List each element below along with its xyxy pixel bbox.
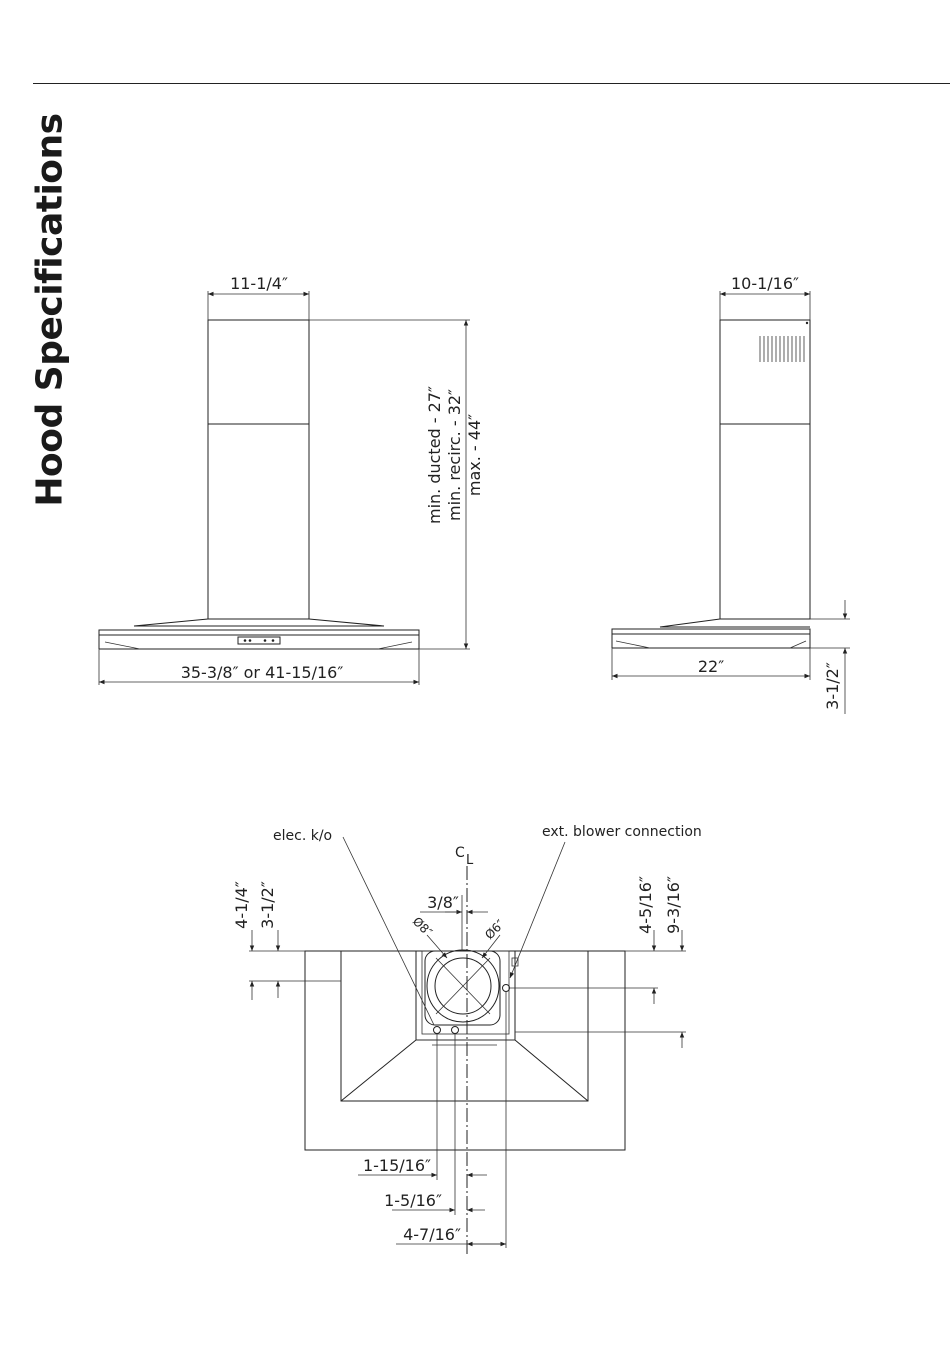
centerline-c: C (455, 845, 465, 861)
front-canopy-rim (99, 630, 419, 635)
front-canopy (134, 619, 384, 626)
dim-3-8-label: 3/8″ (427, 893, 459, 912)
dia-6-label: Ø6″ (482, 916, 508, 943)
bottom-4-7-16-label: 4-7/16″ (403, 1225, 461, 1244)
chimney-depth-label: 10-1/16″ (730, 274, 800, 293)
height-label-recirc: min. recirc. - 32″ (445, 388, 464, 522)
elec-ko-label: elec. k/o (273, 828, 333, 844)
centerline-l: L (466, 853, 474, 868)
vent-grille (760, 322, 808, 362)
left-3-1-2-label: 3-1/2″ (258, 881, 277, 929)
top-view (232, 824, 702, 1255)
side-canopy (660, 619, 810, 627)
page-title: Hood Specifications (29, 113, 71, 507)
hole (452, 1027, 459, 1034)
height-label-max: max. - 44″ (465, 413, 484, 497)
hood-height-label: 3-1/2″ (823, 662, 842, 710)
side-chimney (720, 320, 810, 619)
hood-width-label: 35-3/8″ or 41-15/16″ (180, 663, 344, 682)
front-view (99, 274, 484, 685)
top-inner-outline (341, 951, 588, 1101)
bottom-1-15-16-label: 1-15/16″ (362, 1156, 432, 1175)
ext-blower-label: ext. blower connection (542, 824, 702, 840)
control-button (244, 639, 247, 642)
height-labels (425, 386, 484, 524)
bottom-1-5-16-label: 1-5/16″ (384, 1191, 442, 1210)
chimney-width-label: 11-1/4″ (230, 274, 288, 293)
top-outer-outline (305, 951, 625, 1150)
right-9-3-16-label: 9-3/16″ (664, 876, 683, 934)
side-view (612, 274, 850, 714)
ext-blower-leader (510, 842, 565, 978)
right-4-5-16-label: 4-5/16″ (636, 876, 655, 934)
hood-depth-label: 22″ (697, 657, 725, 676)
ext-blower-hole (503, 985, 510, 992)
control-button (249, 639, 252, 642)
control-button (272, 639, 275, 642)
height-label-ducted: min. ducted - 27″ (425, 386, 444, 524)
front-chimney (208, 320, 309, 619)
dia-8-label: Ø8″ (409, 914, 436, 940)
left-4-1-4-label: 4-1/4″ (232, 881, 251, 929)
side-canopy-rim (612, 629, 810, 634)
control-button (264, 639, 267, 642)
